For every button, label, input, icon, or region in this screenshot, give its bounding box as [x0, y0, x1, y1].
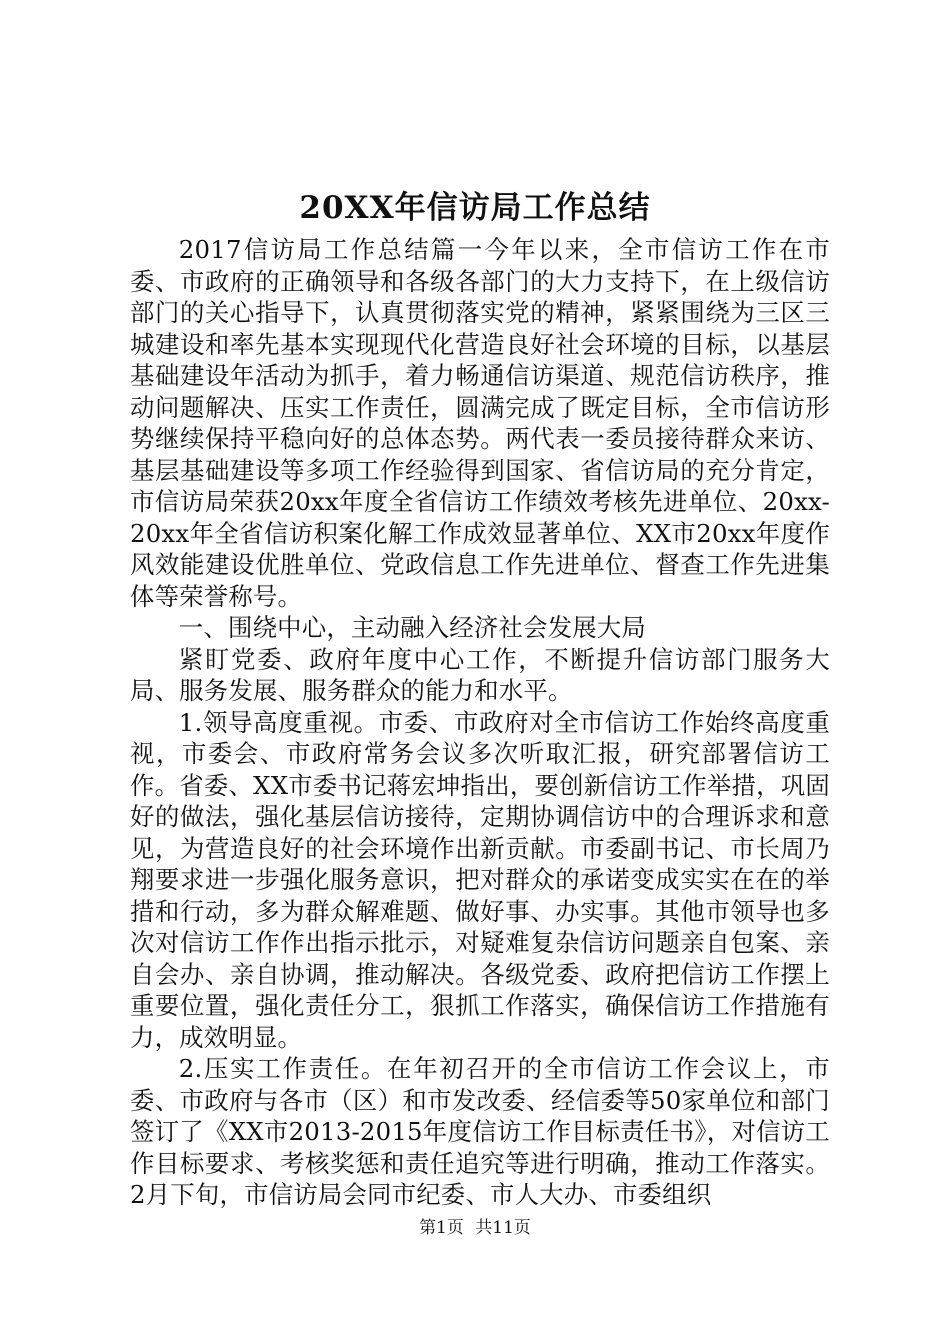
document-body [130, 234, 830, 1211]
paragraph-item-2: 2.压实工作责任。在年初召开的全市信访工作会议上，市委、市政府与各市（区）和市发改委、经信委等50家单位和部门签订了《XX市2013-2015年度信访工作目标责任书》，对信访工作目标要求、考核奖惩和责任追究等进行明确，推动工作落实。2月下旬，市信访局会同市纪委、市人大办、市委组织 [130, 1054, 830, 1209]
page-total: 共11页 [475, 1218, 531, 1238]
page-footer [0, 1216, 950, 1240]
paragraph-item-1: 1.领导高度重视。市委、市政府对全市信访工作始终高度重视，市委会、市政府常务会议多次听取汇报，研究部署信访工作。省委、XX市委书记蒋宏坤指出，要创新信访工作举措，巩固好的做法，强化基层信访接待，定期协调信访中的合理诉求和意见，为营造良好的社会环境作出新贡献。市委副书记、市长周乃翔要求进一步强化服务意识，把对群众的承诺变成实实在在的举措和行动，多为群众解难题、做好事、办实事。其他市领导也多次对信访工作作出指示批示，对疑难复杂信访问题亲自包案、亲自会办、亲自协调，推动解决。各级党委、政府把信访工作摆上重要位置，强化责任分工，狠抓工作落实，确保信访工作措施有力，成效明显。 [130, 707, 830, 1052]
document-title: 20XX年信访局工作总结 [299, 190, 651, 226]
paragraph-intro: 2017信访局工作总结篇一今年以来，全市信访工作在市委、市政府的正确领导和各级各部门的大力支持下，在上级信访部门的关心指导下，认真贯彻落实党的精神，紧紧围绕为三区三城建设和率先基本实现现代化营造良好社会环境的目标，以基层基础建设年活动为抓手，着力畅通信访渠道、规范信访秩序，推动问题解决、压实工作责任，圆满完成了既定目标，全市信访形势继续保持平稳向好的总体态势。两代表一委员接待群众来访、基层基础建设等多项工作经验得到国家、省信访局的充分肯定，市信访局荣获20xx年度全省信访工作绩效考核先进单位、20xx-20xx年全省信访积案化解工作成效显著单位、XX市20xx年度作风效能建设优胜单位、党政信息工作先进单位、督查工作先进集体等荣誉称号。 [130, 235, 830, 611]
page-number: 第1页 [419, 1218, 464, 1238]
paragraph-section-1-summary: 紧盯党委、政府年度中心工作，不断提升信访部门服务大局、服务发展、服务群众的能力和水平。 [130, 644, 830, 705]
section-heading-1: 一、围绕中心，主动融入经济社会发展大局 [178, 613, 647, 642]
